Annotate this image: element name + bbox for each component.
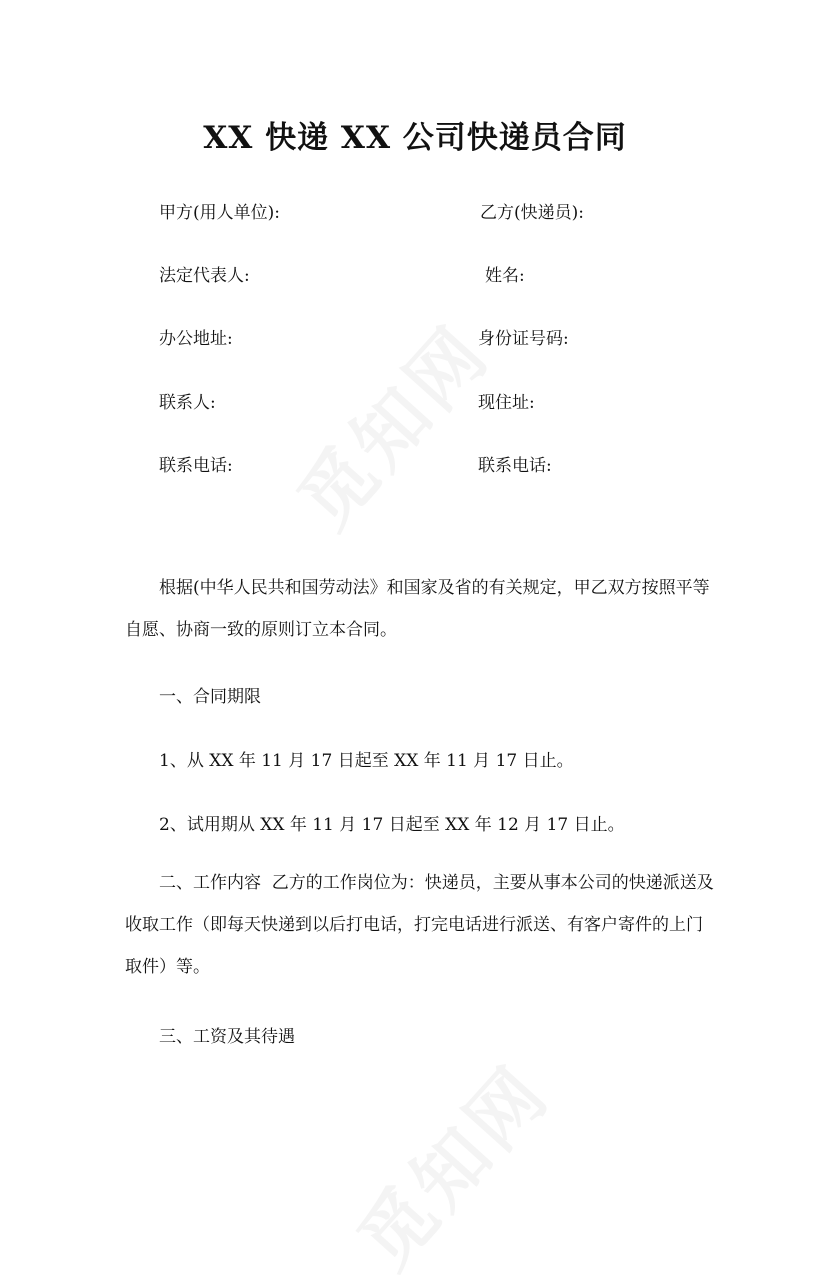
- text-line: 自愿、协商一致的原则订立本合同。: [125, 620, 397, 640]
- intro-paragraph: [125, 567, 725, 651]
- party-b-phone-label: 联系电话:: [478, 456, 552, 476]
- term-item: 2、试用期从 XX 年 11 月 17 日起至 XX 年 12 月 17 日止。: [159, 815, 625, 835]
- watermark: [270, 298, 509, 547]
- text-line: 二、工作内容 乙方的工作岗位为：快递员，主要从事本公司的快递派送及: [159, 873, 714, 893]
- party-a-phone-label: 联系电话:: [159, 456, 233, 476]
- text-line: 收取工作（即每天快递到以后打电话，打完电话进行派送、有客户寄件的上门: [125, 915, 703, 935]
- id-number-label: 身份证号码:: [478, 329, 569, 349]
- current-address-label: 现住址:: [478, 393, 535, 413]
- watermark: [330, 1038, 569, 1287]
- section-heading: 三、工资及其待遇: [159, 1027, 295, 1047]
- document-title: XX 快递 XX 公司快递员合同: [203, 120, 627, 156]
- term-item: 1、从 XX 年 11 月 17 日起至 XX 年 11 月 17 日止。: [159, 751, 574, 771]
- section-heading: 一、合同期限: [159, 687, 261, 707]
- name-label: 姓名:: [485, 266, 525, 286]
- contact-person-label: 联系人:: [159, 393, 216, 413]
- text-line: 根据(中华人民共和国劳动法》和国家及省的有关规定，甲乙双方按照平等: [159, 578, 710, 598]
- work-content-paragraph: [125, 862, 735, 988]
- legal-rep-label: 法定代表人:: [159, 266, 250, 286]
- office-address-label: 办公地址:: [159, 329, 233, 349]
- party-b-label: 乙方(快递员):: [480, 203, 584, 223]
- party-a-label: 甲方(用人单位):: [159, 203, 280, 223]
- text-line: 取件）等。: [125, 957, 210, 977]
